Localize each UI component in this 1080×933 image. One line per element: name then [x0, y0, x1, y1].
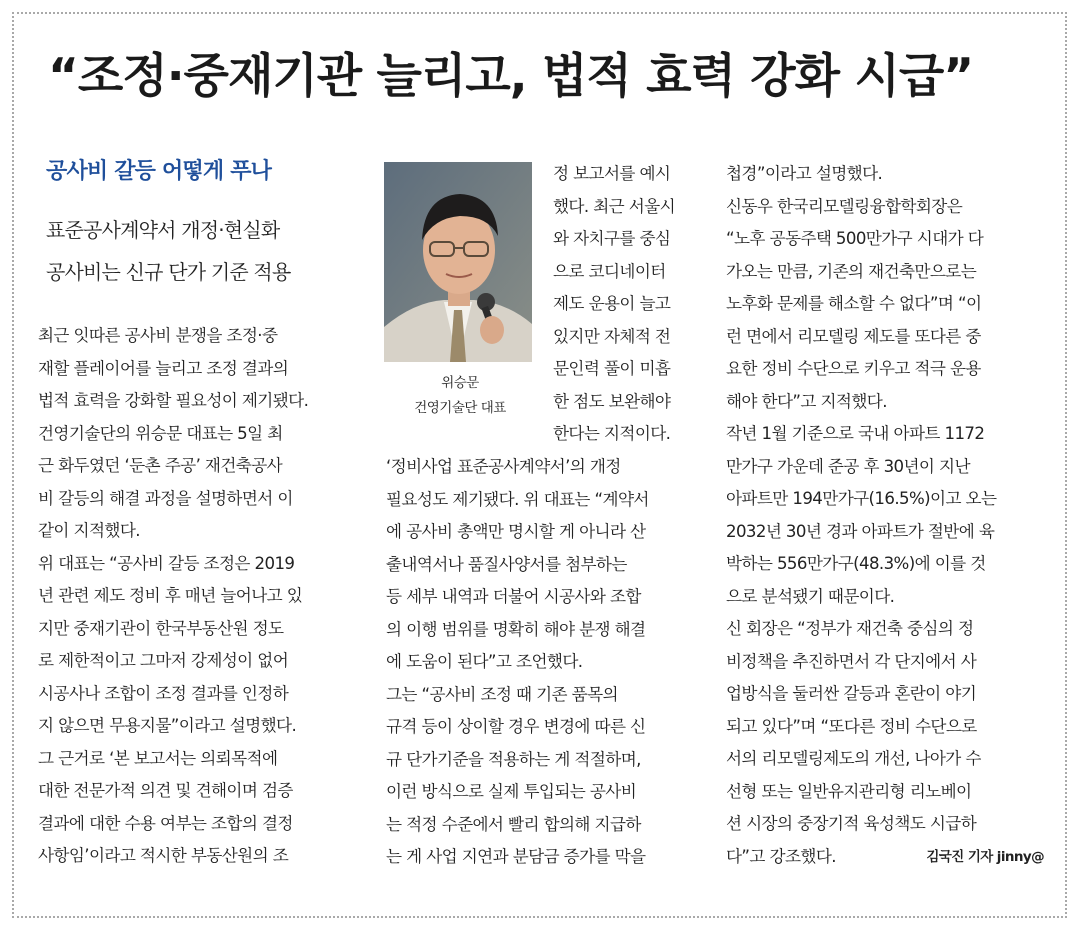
text-line: 신 회장은 “정부가 재건축 중심의 정 — [726, 619, 974, 638]
text-line: 시공사나 조합이 조정 결과를 인정하 — [38, 683, 289, 703]
text-line: 정 보고서를 예시 — [553, 164, 671, 183]
text-line: 다”고 강조했다. — [726, 846, 836, 866]
text-line: 비정책을 추진하면서 각 단지에서 사 — [726, 651, 977, 671]
text-line: 문인력 풀이 미흡 — [553, 359, 671, 378]
text-line: “노후 공동주택 500만가구 시대가 다 — [726, 229, 984, 248]
text-line: 한다는 지적이다. — [553, 424, 671, 443]
text-line: 한 점도 보완해야 — [553, 391, 671, 411]
text-line: 지 않으면 무용지물”이라고 설명했다. — [38, 716, 297, 735]
text-line: 재할 플레이어를 늘리고 조정 결과의 — [38, 358, 289, 378]
text-line: 서의 리모델링제도의 개선, 나아가 수 — [726, 749, 981, 768]
text-line: 했다. 최근 서울시 — [553, 196, 676, 216]
text-line: 아파트만 194만가구(16.5%)이고 오는 — [726, 489, 997, 508]
text-line: 그는 “공사비 조정 때 기존 품목의 — [386, 684, 618, 704]
subheadline-1: 표준공사계약서 개정·현실화 — [46, 218, 280, 242]
text-line: 필요성도 제기됐다. 위 대표는 “계약서 — [386, 489, 649, 509]
text-line: 신동우 한국리모델링융합학회장은 — [726, 196, 963, 216]
text-line: 출내역서나 품질사양서를 첨부하는 — [386, 554, 627, 574]
text-line: 에 공사비 총액만 명시할 게 아니라 산 — [386, 522, 646, 541]
text-line: 위 대표는 “공사비 갈등 조정은 2019 — [38, 553, 295, 573]
text-line: 에 도움이 된다”고 조언했다. — [386, 652, 583, 671]
text-line: 법적 효력을 강화할 필요성이 제기됐다. — [38, 391, 309, 410]
text-line: 비 갈등의 해결 과정을 설명하면서 이 — [38, 488, 293, 508]
text-line: 해야 한다”고 지적했다. — [726, 391, 887, 411]
text-line: 그 근거로 ‘본 보고서는 의뢰목적에 — [38, 748, 278, 768]
text-line: 년 관련 제도 정비 후 매년 늘어나고 있 — [38, 586, 303, 605]
reporter-byline: 김국진 기자 jinny@ — [926, 848, 1044, 865]
photo-caption-title: 건영기술단 대표 — [414, 400, 506, 416]
text-line: 션 시장의 중장기적 육성책도 시급하 — [726, 814, 977, 833]
text-line: 의 이행 범위를 명확히 해야 분쟁 해결 — [386, 619, 646, 639]
text-line: 와 자치구를 중심 — [553, 229, 671, 248]
text-line: 제도 운용이 늘고 — [553, 294, 671, 313]
text-line: 요한 정비 수단으로 키우고 적극 운용 — [726, 359, 981, 378]
text-line: ‘정비사업 표준공사계약서’의 개정 — [386, 457, 621, 476]
text-line: 등 세부 내역과 더불어 시공사와 조합 — [386, 587, 641, 606]
text-line: 대한 전문가적 의견 및 견해이며 검증 — [38, 781, 293, 800]
text-line: 노후화 문제를 해소할 수 없다”며 “이 — [726, 294, 982, 313]
kicker: 공사비 갈등 어떻게 푸나 — [46, 159, 272, 184]
text-line: 되고 있다”며 “또다른 정비 수단으로 — [726, 716, 977, 736]
text-line: 런 면에서 리모델링 제도를 또다른 중 — [726, 326, 981, 346]
subheadline-2: 공사비는 신규 단가 기준 적용 — [46, 260, 291, 284]
text-line: 으로 코디네이터 — [553, 261, 666, 281]
text-line: 같이 지적했다. — [38, 521, 140, 540]
article-column-3 — [726, 158, 1056, 873]
closing-line — [726, 841, 1044, 874]
text-line: 박하는 556만가구(48.3%)에 이를 것 — [726, 554, 986, 573]
text-line: 선형 또는 일반유지관리형 리노베이 — [726, 781, 972, 801]
text-line: 규 단가기준을 적용하는 게 적절하며, — [386, 749, 641, 769]
text-line: 첩경”이라고 설명했다. — [726, 164, 883, 183]
text-line: 근 화두였던 ‘둔촌 주공’ 재건축공사 — [38, 456, 283, 475]
photo-caption-name: 위승문 — [441, 375, 479, 391]
text-line: 있지만 자체적 전 — [553, 326, 671, 346]
text-line: 가오는 만큼, 기존의 재건축만으로는 — [726, 261, 977, 281]
article-column-2-top — [553, 158, 713, 451]
text-line: 건영기술단의 위승문 대표는 5일 최 — [38, 423, 283, 443]
article-column-2-bottom — [386, 451, 716, 874]
text-line: 최근 잇따른 공사비 분쟁을 조정·중 — [38, 326, 278, 345]
text-line: 만가구 가운데 준공 후 30년이 지난 — [726, 456, 970, 476]
text-line: 업방식을 둘러싼 갈등과 혼란이 야기 — [726, 684, 977, 703]
text-line: 사항임’이라고 적시한 부동산원의 조 — [38, 846, 289, 865]
text-line: 지만 중재기관이 한국부동산원 정도 — [38, 618, 284, 638]
article-column-1 — [38, 320, 368, 873]
text-line: 규격 등이 상이할 경우 변경에 따른 신 — [386, 717, 646, 736]
text-line: 로 제한적이고 그마저 강제성이 없어 — [38, 651, 289, 670]
text-line: 는 게 사업 지연과 분담금 증가를 막을 — [386, 847, 646, 866]
portrait-illustration — [384, 162, 532, 362]
text-line: 이런 방식으로 실제 투입되는 공사비 — [386, 782, 637, 801]
headline: “조정·중재기관 늘리고, 법적 효력 강화 시급” — [48, 49, 974, 104]
text-line: 2032년 30년 경과 아파트가 절반에 육 — [726, 521, 995, 541]
text-line: 으로 분석됐기 때문이다. — [726, 586, 895, 606]
text-line: 결과에 대한 수용 여부는 조합의 결정 — [38, 813, 293, 833]
text-line: 는 적정 수준에서 빨리 합의해 지급하 — [386, 814, 641, 834]
text-line: 작년 1월 기준으로 국내 아파트 1172 — [726, 424, 985, 443]
portrait-photo — [384, 162, 532, 362]
